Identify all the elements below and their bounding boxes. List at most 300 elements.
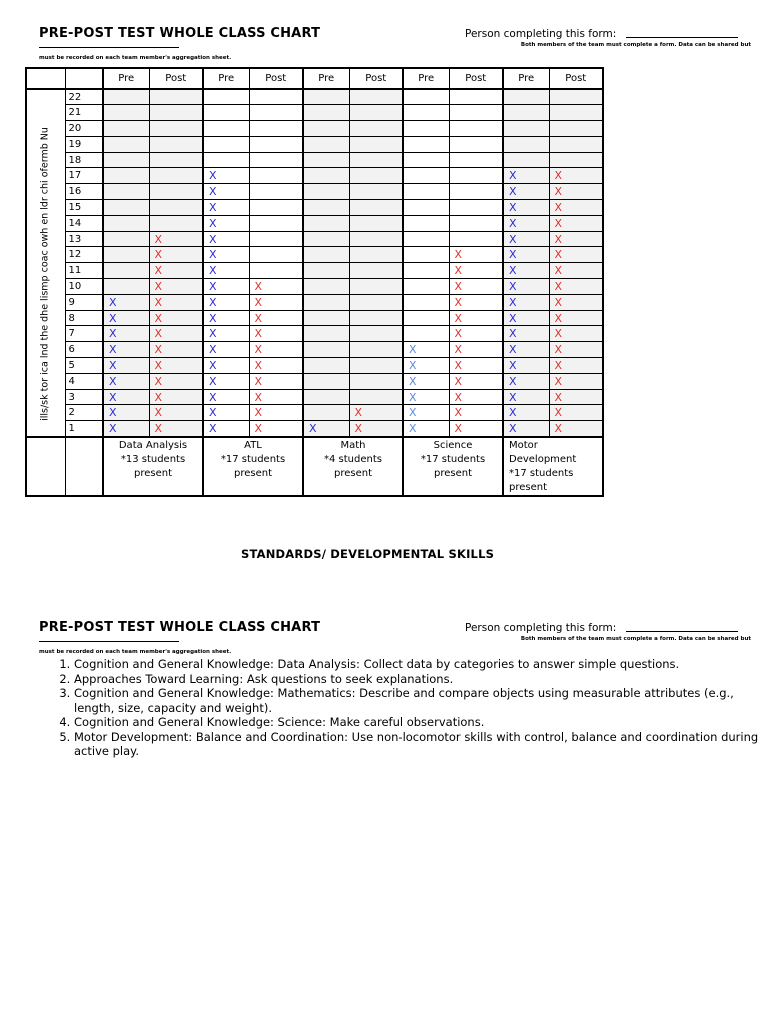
post-cell (349, 421, 403, 437)
post-cell (349, 358, 403, 374)
post-cell (149, 389, 203, 405)
pre-post-chart-table (25, 67, 604, 497)
post-cell (449, 136, 503, 152)
pre-cell (103, 294, 149, 310)
pre-cell (403, 184, 449, 200)
pre-cell (203, 168, 249, 184)
row-number: 3 (65, 389, 103, 405)
post-cell (249, 358, 303, 374)
pre-cell (503, 121, 549, 137)
skill-footer-line: present (133, 467, 172, 479)
pre-cell (503, 105, 549, 121)
pre-cell (203, 358, 249, 374)
pre-cell (303, 89, 349, 105)
page2-person-completing-line (626, 631, 738, 632)
x-mark: X (554, 390, 563, 404)
post-cell (549, 405, 603, 421)
pre-cell (203, 200, 249, 216)
pre-cell (303, 152, 349, 168)
x-mark: X (109, 327, 117, 341)
pre-header: Pre (403, 68, 449, 89)
x-mark: X (509, 169, 517, 183)
post-cell (249, 152, 303, 168)
x-mark: X (209, 200, 217, 214)
post-cell (549, 263, 603, 279)
standard-item: 3. Cognition and General Knowledge: Mathematics: Describe and compare objects using measurable attributes (e.g., length, size, capacity and weight). (74, 686, 768, 715)
row-number: 16 (65, 184, 103, 200)
post-cell (249, 342, 303, 358)
skill-footer-line: Science (433, 439, 473, 451)
post-cell (349, 342, 403, 358)
post-header: Post (149, 68, 203, 89)
post-cell (249, 310, 303, 326)
post-cell (449, 405, 503, 421)
pre-cell (103, 168, 149, 184)
post-cell (449, 389, 503, 405)
x-mark: X (254, 279, 263, 293)
x-mark: X (509, 374, 517, 388)
x-mark: X (254, 406, 263, 420)
standards-heading: STANDARDS/ DEVELOPMENTAL SKILLS (241, 547, 495, 561)
table-row (26, 342, 603, 358)
pre-cell (303, 200, 349, 216)
x-mark: X (254, 295, 263, 309)
post-cell (149, 121, 203, 137)
pre-cell (103, 405, 149, 421)
table-row (26, 247, 603, 263)
page2-team-note-line2: must be recorded on each team member's aggregation sheet. (39, 649, 232, 655)
x-mark: X (154, 279, 163, 293)
table-row (26, 326, 603, 342)
x-mark: X (554, 358, 563, 372)
pre-cell (303, 247, 349, 263)
x-mark: X (554, 169, 563, 183)
x-mark: X (509, 327, 517, 341)
post-cell (549, 89, 603, 105)
x-mark: X (509, 390, 517, 404)
post-cell (349, 263, 403, 279)
x-mark: X (354, 421, 363, 435)
skill-footer-line: *13 students (120, 453, 186, 465)
row-number: 6 (65, 342, 103, 358)
post-cell (349, 200, 403, 216)
row-number: 12 (65, 247, 103, 263)
skill-footer-line: ATL (244, 439, 262, 451)
post-cell (549, 200, 603, 216)
pre-cell (503, 168, 549, 184)
pre-cell (203, 279, 249, 295)
skill-footer-cell (203, 437, 303, 496)
post-header: Post (549, 68, 603, 89)
pre-cell (203, 389, 249, 405)
post-cell (149, 310, 203, 326)
x-mark: X (454, 327, 463, 341)
post-cell (549, 136, 603, 152)
pre-cell (403, 168, 449, 184)
post-cell (349, 279, 403, 295)
post-cell (149, 294, 203, 310)
pre-header: Pre (503, 68, 549, 89)
post-header: Post (449, 68, 503, 89)
post-cell (449, 310, 503, 326)
pre-cell (103, 121, 149, 137)
post-cell (349, 389, 403, 405)
post-cell (449, 421, 503, 437)
post-cell (449, 121, 503, 137)
x-mark: X (209, 327, 217, 341)
post-cell (149, 405, 203, 421)
pre-cell (203, 342, 249, 358)
pre-cell (103, 389, 149, 405)
post-cell (349, 89, 403, 105)
pre-cell (403, 215, 449, 231)
row-number: 22 (65, 89, 103, 105)
x-mark: X (454, 390, 463, 404)
pre-cell (403, 152, 449, 168)
row-number: 8 (65, 310, 103, 326)
skill-footer-line: Development (509, 453, 577, 465)
pre-cell (103, 373, 149, 389)
header-row (26, 68, 603, 89)
pre-cell (303, 421, 349, 437)
table-row (26, 279, 603, 295)
table-row (26, 105, 603, 121)
x-mark: X (309, 421, 317, 435)
x-mark: X (554, 185, 563, 199)
table-row (26, 389, 603, 405)
post-cell (349, 326, 403, 342)
x-mark: X (409, 343, 417, 357)
post-cell (149, 358, 203, 374)
pre-cell (303, 231, 349, 247)
row-number: 18 (65, 152, 103, 168)
x-mark: X (554, 406, 563, 420)
x-mark: X (254, 421, 263, 435)
pre-cell (103, 184, 149, 200)
post-cell (549, 310, 603, 326)
pre-cell (503, 421, 549, 437)
pre-cell (403, 136, 449, 152)
pre-cell (503, 231, 549, 247)
pre-cell (403, 421, 449, 437)
post-cell (249, 105, 303, 121)
post-cell (149, 326, 203, 342)
pre-cell (403, 373, 449, 389)
post-cell (249, 279, 303, 295)
pre-cell (203, 231, 249, 247)
post-cell (549, 152, 603, 168)
table-row (26, 121, 603, 137)
pre-cell (203, 152, 249, 168)
post-cell (249, 121, 303, 137)
x-mark: X (409, 390, 417, 404)
post-cell (349, 168, 403, 184)
pre-cell (103, 358, 149, 374)
post-cell (449, 326, 503, 342)
pre-cell (503, 152, 549, 168)
post-cell (449, 89, 503, 105)
pre-cell (403, 89, 449, 105)
x-mark: X (454, 279, 463, 293)
x-mark: X (509, 185, 517, 199)
post-cell (449, 294, 503, 310)
pre-cell (203, 373, 249, 389)
table-row (26, 373, 603, 389)
pre-cell (203, 105, 249, 121)
x-mark: X (454, 358, 463, 372)
pre-cell (303, 263, 349, 279)
row-number: 2 (65, 405, 103, 421)
pre-cell (403, 279, 449, 295)
pre-cell (503, 326, 549, 342)
skill-footer-line: *4 students (324, 453, 382, 465)
pre-cell (203, 89, 249, 105)
x-mark: X (409, 374, 417, 388)
pre-cell (303, 342, 349, 358)
pre-cell (303, 105, 349, 121)
x-mark: X (454, 421, 463, 435)
skill-footer-line: present (233, 467, 272, 479)
x-mark: X (209, 232, 217, 246)
table-row (26, 263, 603, 279)
pre-cell (103, 136, 149, 152)
post-cell (449, 342, 503, 358)
table-row (26, 200, 603, 216)
post-cell (249, 215, 303, 231)
table-row (26, 184, 603, 200)
row-number: 20 (65, 121, 103, 137)
x-mark: X (209, 185, 217, 199)
pre-cell (303, 310, 349, 326)
x-mark: X (509, 421, 517, 435)
pre-cell (203, 136, 249, 152)
post-cell (149, 152, 203, 168)
x-mark: X (154, 390, 163, 404)
standard-item: 2. Approaches Toward Learning: Ask questions to seek explanations. (74, 672, 768, 687)
x-mark: X (154, 421, 163, 435)
row-number: 21 (65, 105, 103, 121)
pre-cell (103, 152, 149, 168)
x-mark: X (209, 295, 217, 309)
x-mark: X (109, 311, 117, 325)
post-cell (449, 279, 503, 295)
pre-cell (203, 326, 249, 342)
x-mark: X (209, 311, 217, 325)
pre-cell (103, 263, 149, 279)
x-mark: X (554, 311, 563, 325)
post-cell (449, 200, 503, 216)
post-cell (549, 247, 603, 263)
post-cell (149, 279, 203, 295)
standards-list (40, 657, 768, 759)
x-mark: X (209, 421, 217, 435)
post-cell (449, 358, 503, 374)
post-cell (449, 373, 503, 389)
post-cell (549, 231, 603, 247)
pre-cell (303, 326, 349, 342)
x-mark: X (154, 264, 163, 278)
header-number-cell (65, 68, 103, 89)
table-row (26, 136, 603, 152)
table-row (26, 89, 603, 105)
post-cell (149, 247, 203, 263)
pre-cell (503, 310, 549, 326)
x-mark: X (509, 406, 517, 420)
pre-cell (103, 279, 149, 295)
row-number: 17 (65, 168, 103, 184)
x-mark: X (154, 327, 163, 341)
pre-cell (103, 231, 149, 247)
x-mark: X (409, 421, 417, 435)
post-cell (449, 263, 503, 279)
post-cell (149, 373, 203, 389)
table-row (26, 215, 603, 231)
x-mark: X (109, 343, 117, 357)
x-mark: X (109, 358, 117, 372)
x-mark: X (409, 406, 417, 420)
x-mark: X (209, 374, 217, 388)
post-cell (249, 373, 303, 389)
post-cell (549, 342, 603, 358)
post-cell (149, 136, 203, 152)
x-mark: X (254, 358, 263, 372)
row-number: 7 (65, 326, 103, 342)
post-cell (149, 200, 203, 216)
skill-footer-line: Data Analysis (118, 439, 188, 451)
pre-cell (503, 200, 549, 216)
table-row (26, 310, 603, 326)
pre-cell (503, 89, 549, 105)
post-cell (249, 168, 303, 184)
pre-cell (403, 263, 449, 279)
post-cell (249, 389, 303, 405)
post-header: Post (249, 68, 303, 89)
skill-footer-line: present (433, 467, 472, 479)
x-mark: X (354, 406, 363, 420)
skill-footer-line: present (509, 481, 548, 493)
x-mark: X (554, 295, 563, 309)
post-cell (549, 326, 603, 342)
pre-cell (403, 231, 449, 247)
x-mark: X (109, 406, 117, 420)
pre-cell (403, 105, 449, 121)
pre-cell (103, 105, 149, 121)
pre-cell (403, 294, 449, 310)
page2-title-underline (39, 641, 179, 642)
post-cell (449, 231, 503, 247)
x-mark: X (509, 232, 517, 246)
x-mark: X (209, 343, 217, 357)
post-cell (349, 215, 403, 231)
post-cell (349, 121, 403, 137)
x-mark: X (409, 358, 417, 372)
row-number: 14 (65, 215, 103, 231)
x-mark: X (454, 406, 463, 420)
row-number: 11 (65, 263, 103, 279)
skill-footer-line: *17 students (420, 453, 486, 465)
pre-cell (403, 358, 449, 374)
pre-cell (403, 389, 449, 405)
x-mark: X (554, 248, 563, 262)
skill-footer-cell (403, 437, 503, 496)
pre-header: Pre (103, 68, 149, 89)
post-cell (149, 89, 203, 105)
pre-cell (403, 200, 449, 216)
post-cell (349, 373, 403, 389)
post-cell (149, 105, 203, 121)
table-row (26, 405, 603, 421)
person-completing-label: Person completing this form: (465, 28, 617, 40)
pre-cell (503, 247, 549, 263)
page-title: PRE-POST TEST WHOLE CLASS CHART (39, 26, 321, 41)
post-cell (349, 136, 403, 152)
post-cell (249, 136, 303, 152)
x-mark: X (454, 343, 463, 357)
pre-cell (303, 168, 349, 184)
pre-cell (503, 294, 549, 310)
footer-number-cell (65, 437, 103, 496)
x-mark: X (109, 421, 117, 435)
pre-cell (503, 342, 549, 358)
pre-cell (503, 263, 549, 279)
post-cell (349, 184, 403, 200)
post-cell (249, 263, 303, 279)
pre-cell (103, 247, 149, 263)
x-mark: X (554, 232, 563, 246)
row-number: 13 (65, 231, 103, 247)
x-mark: X (254, 390, 263, 404)
x-mark: X (254, 311, 263, 325)
x-mark: X (454, 374, 463, 388)
x-mark: X (209, 406, 217, 420)
skill-footer-line: *17 students (509, 467, 574, 479)
row-number: 10 (65, 279, 103, 295)
pre-cell (403, 326, 449, 342)
pre-cell (303, 358, 349, 374)
skill-footer-cell (303, 437, 403, 496)
x-mark: X (454, 248, 463, 262)
skill-footer-cell (503, 437, 603, 496)
skill-footer-cell (103, 437, 203, 496)
pre-cell (203, 421, 249, 437)
standard-item: 4. Cognition and General Knowledge: Science: Make careful observations. (74, 715, 768, 730)
pre-cell (103, 200, 149, 216)
post-cell (149, 215, 203, 231)
x-mark: X (254, 327, 263, 341)
pre-cell (403, 310, 449, 326)
pre-cell (203, 310, 249, 326)
row-number: 5 (65, 358, 103, 374)
post-cell (449, 168, 503, 184)
post-cell (349, 405, 403, 421)
post-cell (149, 263, 203, 279)
post-cell (349, 247, 403, 263)
post-cell (249, 231, 303, 247)
row-number: 4 (65, 373, 103, 389)
post-cell (549, 215, 603, 231)
pre-cell (503, 184, 549, 200)
post-cell (549, 184, 603, 200)
x-mark: X (109, 390, 117, 404)
pre-cell (403, 247, 449, 263)
table-row (26, 168, 603, 184)
x-mark: X (454, 295, 463, 309)
skill-footer-line: Motor (509, 439, 538, 451)
pre-cell (303, 405, 349, 421)
x-mark: X (154, 232, 163, 246)
pre-cell (503, 405, 549, 421)
x-mark: X (509, 358, 517, 372)
